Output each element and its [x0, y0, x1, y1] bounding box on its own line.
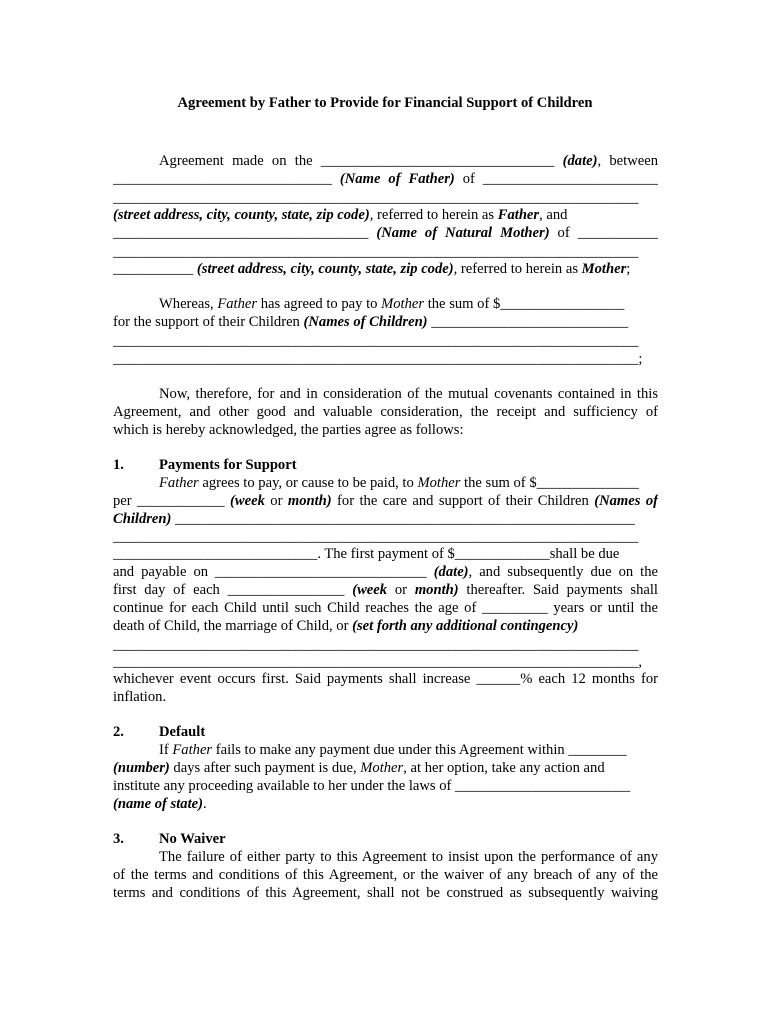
party-name: Mother [360, 760, 404, 776]
field-label: (Names of [594, 493, 658, 509]
s1-line: ________________________________________________________________________ [113, 637, 639, 653]
text: for the support of their Children [113, 314, 304, 330]
section-heading: No Waiver [159, 831, 226, 847]
whereas-line [159, 295, 658, 313]
text: , and [539, 207, 568, 223]
s1-line [113, 581, 658, 599]
text: thereafter. Said payments shall [458, 582, 658, 598]
text: has agreed to pay to [257, 296, 382, 312]
whereas-line: ________________________________________________________________________ [113, 333, 639, 349]
text: If [159, 742, 173, 758]
intro-line [159, 152, 658, 170]
field-label: month) [414, 582, 459, 598]
field-label: (name of state) [113, 796, 203, 812]
text: , between [597, 153, 658, 169]
text: , referred to herein as [369, 207, 498, 223]
field-label: (date) [562, 153, 598, 169]
text: per ____________ [113, 493, 231, 509]
section-heading: Default [159, 724, 206, 740]
intro-line [113, 206, 658, 224]
whereas-line [113, 313, 658, 331]
text: for the care and support of their Children [331, 493, 595, 509]
s3-line: The failure of either party to this Agreement to insist upon the performance of any [159, 849, 658, 865]
s1-line [113, 617, 658, 635]
field-label: (Names of Children) [303, 314, 428, 330]
field-label: (set forth any additional contingency) [352, 618, 579, 634]
text: of ________________________ [454, 171, 658, 187]
s3-line: terms and conditions of this Agreement, shall not be construed as subsequently waiving [113, 885, 658, 901]
text: ___________ [113, 261, 197, 277]
text: the sum of $______________ [460, 475, 639, 491]
s2-line: institute any proceeding available to her under the laws of ________________________ [113, 778, 631, 794]
party-name: Mother [381, 296, 425, 312]
s2-line [113, 759, 658, 777]
text: , referred to herein as [453, 261, 582, 277]
s1-line: ________________________________________________________________________, [113, 654, 643, 670]
text: ___________________________ [427, 314, 629, 330]
field-label: (street address, city, county, state, zip code) [196, 261, 454, 277]
section-heading: Payments for Support [159, 457, 297, 473]
party-name: Father [497, 207, 540, 223]
s2-line [113, 795, 658, 813]
party-name: Father [159, 475, 199, 491]
section-number: 2. [113, 724, 124, 740]
field-label: (date) [433, 564, 469, 580]
intro-line [113, 260, 658, 278]
intro-line: ________________________________________________________________________ [113, 190, 639, 206]
field-label: Children) [113, 511, 172, 527]
s1-line [113, 563, 658, 581]
s1-line [113, 492, 658, 510]
field-label: (Name of Natural Mother) [376, 225, 550, 241]
whereas-line: ________________________________________________________________________; [113, 351, 643, 367]
text: death of Child, the marriage of Child, or [113, 618, 353, 634]
text: days after such payment is due, [169, 760, 361, 776]
intro-line: ________________________________________________________________________ [113, 244, 639, 260]
party-name: Mother [417, 475, 461, 491]
text: first day of each ________________ [113, 582, 353, 598]
text: ______________________________ [113, 171, 340, 187]
s1-line [113, 510, 658, 528]
s1-line: ________________________________________________________________________ [113, 529, 639, 545]
s2-line [159, 741, 658, 759]
text: or [264, 493, 288, 509]
text: and payable on _____________________________ [113, 564, 434, 580]
s1-line: whichever event occurs first. Said payments shall increase ______% each 12 months for [113, 671, 658, 687]
text: of ___________ [549, 225, 658, 241]
text: ___________________________________ [113, 225, 377, 241]
s1-line: ____________________________. The first payment of $_____________shall be due [113, 546, 620, 562]
text: . [202, 796, 207, 812]
text: Agreement made on the ________________________________ [159, 153, 563, 169]
field-label: (week [352, 582, 388, 598]
text: , and subsequently due on the [468, 564, 658, 580]
text: Whereas, [159, 296, 218, 312]
party-name: Father [172, 742, 213, 758]
s1-line: continue for each Child until such Child reaches the age of _________ years or until the [113, 600, 658, 616]
text: the sum of $_________________ [424, 296, 625, 312]
text: or [387, 582, 415, 598]
section-number: 1. [113, 457, 124, 473]
s1-line: inflation. [113, 689, 167, 705]
field-label: (week [230, 493, 265, 509]
text: ; [626, 261, 631, 277]
field-label: (number) [113, 760, 170, 776]
intro-line [113, 224, 658, 242]
s1-line [159, 474, 658, 492]
field-label: month) [287, 493, 332, 509]
text: , at her option, take any action and [403, 760, 605, 776]
document-title: Agreement by Father to Provide for Financial Support of Children [177, 95, 593, 111]
now-line: which is hereby acknowledged, the parties agree as follows: [113, 422, 464, 438]
party-name: Father [217, 296, 258, 312]
field-label: (Name of Father) [339, 171, 455, 187]
party-name: Mother [581, 261, 627, 277]
now-line: Now, therefore, for and in consideration of the mutual covenants contained in this [159, 386, 658, 402]
intro-line [113, 170, 658, 188]
s3-line: of the terms and conditions of this Agreement, or the waiver of any breach of any of the [113, 867, 658, 883]
field-label: (street address, city, county, state, zip code) [113, 207, 370, 223]
now-line: Agreement, and other good and valuable consideration, the receipt and sufficiency of [113, 404, 658, 420]
text: _______________________________________________________________ [171, 511, 635, 527]
text: fails to make any payment due under this Agreement within ________ [212, 742, 627, 758]
text: agrees to pay, or cause to be paid, to [198, 475, 418, 491]
section-number: 3. [113, 831, 124, 847]
